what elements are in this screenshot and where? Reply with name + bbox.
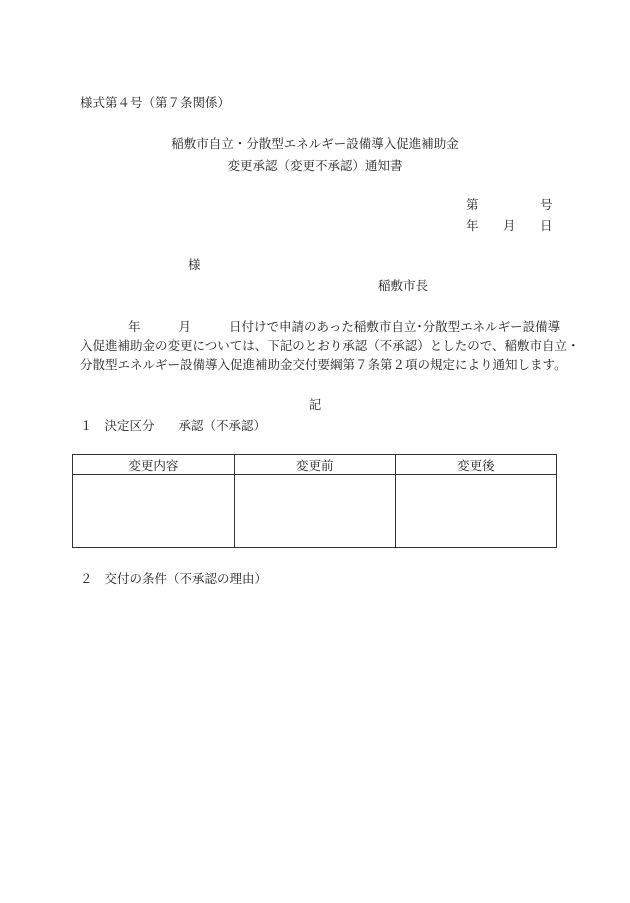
document-number-dai: 第 xyxy=(466,197,479,212)
header-before-change: 変更前 xyxy=(234,455,395,475)
table-row xyxy=(73,475,557,548)
body-line-2: 入促進補助金の変更については、下記のとおり承認（不承認）としたので、稲敷市自立・ xyxy=(80,338,580,353)
body-month-label: 月 xyxy=(178,319,192,334)
document-title-line2: 変更承認（変更不承認）通知書 xyxy=(227,158,403,173)
form-number: 様式第４号（第７条関係） xyxy=(80,95,231,110)
date-month-label: 月 xyxy=(503,218,516,233)
change-details-table xyxy=(72,454,557,548)
section-2-label: 交付の条件（不承認の理由） xyxy=(104,571,268,586)
cell-before-change xyxy=(234,475,395,548)
header-after-change: 変更後 xyxy=(395,455,556,475)
section-1-label: 決定区分 xyxy=(104,418,155,433)
section-1-value: 承認（不承認） xyxy=(178,418,267,433)
date-year-label: 年 xyxy=(466,218,479,233)
body-year-label: 年 xyxy=(128,319,141,334)
cell-change-content xyxy=(73,475,235,548)
body-line-1 xyxy=(80,321,560,334)
addressee-suffix: 様 xyxy=(188,257,201,272)
ki-heading: 記 xyxy=(308,397,322,412)
issuer-name: 稲敷市長 xyxy=(378,278,429,293)
body-line-1-text: 日付けで申請のあった稲敷市自立･分散型エネルギー設備導 xyxy=(229,319,561,334)
section-2-conditions xyxy=(80,573,267,586)
document-title-line1: 稲敷市自立・分散型エネルギー設備導入促進補助金 xyxy=(171,136,459,151)
table-header-row xyxy=(73,455,557,475)
cell-after-change xyxy=(395,475,556,548)
date-day-label: 日 xyxy=(540,218,553,233)
section-1-decision xyxy=(80,420,266,433)
header-change-content: 変更内容 xyxy=(73,455,235,475)
body-line-3: 分散型エネルギー設備導入促進補助金交付要綱第７条第２項の規定により通知します。 xyxy=(80,357,567,372)
section-1-number: １ xyxy=(80,418,93,433)
section-2-number: ２ xyxy=(80,571,93,586)
document-number-go: 号 xyxy=(540,197,553,212)
